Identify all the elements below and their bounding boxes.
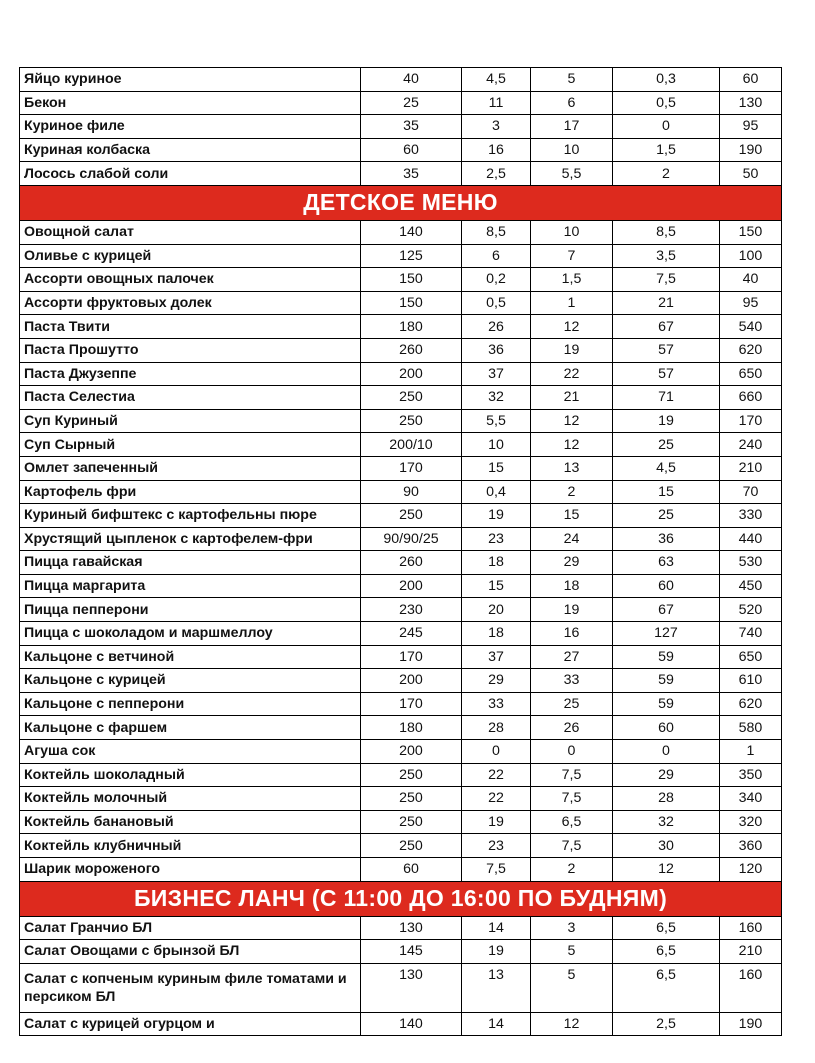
calories: 50 [720, 162, 782, 186]
table-row [20, 456, 782, 480]
carbs: 36 [613, 527, 720, 551]
dish-name: Пицца пепперони [20, 598, 361, 622]
protein: 26 [462, 315, 531, 339]
fat: 5 [531, 963, 613, 1012]
carbs: 28 [613, 787, 720, 811]
carbs: 59 [613, 692, 720, 716]
fat: 15 [531, 504, 613, 528]
dish-name: Коктейль клубничный [20, 834, 361, 858]
portion-weight: 200 [361, 669, 462, 693]
carbs: 0,3 [613, 68, 720, 92]
protein: 11 [462, 91, 531, 115]
protein: 15 [462, 456, 531, 480]
fat: 12 [531, 1012, 613, 1036]
fat: 5 [531, 68, 613, 92]
dish-name: Куриный бифштекс с картофельны пюре [20, 504, 361, 528]
carbs: 67 [613, 598, 720, 622]
calories: 620 [720, 338, 782, 362]
dish-name: Куриная колбаска [20, 138, 361, 162]
dish-name: Омлет запеченный [20, 456, 361, 480]
portion-weight: 170 [361, 645, 462, 669]
calories: 190 [720, 138, 782, 162]
carbs: 6,5 [613, 963, 720, 1012]
calories: 580 [720, 716, 782, 740]
dish-name: Ассорти фруктовых долек [20, 291, 361, 315]
fat: 5,5 [531, 162, 613, 186]
carbs: 8,5 [613, 220, 720, 244]
dish-name: Куриное филе [20, 115, 361, 139]
portion-weight: 140 [361, 1012, 462, 1036]
carbs: 15 [613, 480, 720, 504]
carbs: 57 [613, 362, 720, 386]
protein: 18 [462, 551, 531, 575]
dish-name: Паста Прошутто [20, 338, 361, 362]
calories: 210 [720, 940, 782, 964]
protein: 36 [462, 338, 531, 362]
carbs: 0 [613, 115, 720, 139]
carbs: 6,5 [613, 916, 720, 940]
calories: 530 [720, 551, 782, 575]
table-row [20, 551, 782, 575]
table-row [20, 409, 782, 433]
fat: 7,5 [531, 834, 613, 858]
table-row [20, 763, 782, 787]
portion-weight: 250 [361, 834, 462, 858]
dish-name: Суп Куриный [20, 409, 361, 433]
calories: 650 [720, 645, 782, 669]
carbs: 25 [613, 433, 720, 457]
portion-weight: 250 [361, 810, 462, 834]
carbs: 1,5 [613, 138, 720, 162]
portion-weight: 60 [361, 858, 462, 882]
portion-weight: 130 [361, 963, 462, 1012]
protein: 19 [462, 504, 531, 528]
table-row [20, 622, 782, 646]
dish-name: Яйцо куриное [20, 68, 361, 92]
dish-name: Салат с копченым куриным филе томатами и персиком БЛ [20, 963, 361, 1012]
table-row [20, 480, 782, 504]
fat: 7,5 [531, 763, 613, 787]
table-row [20, 386, 782, 410]
portion-weight: 260 [361, 338, 462, 362]
table-row [20, 91, 782, 115]
calories: 350 [720, 763, 782, 787]
protein: 16 [462, 138, 531, 162]
carbs: 57 [613, 338, 720, 362]
table-row [20, 138, 782, 162]
portion-weight: 130 [361, 916, 462, 940]
fat: 3 [531, 916, 613, 940]
protein: 6 [462, 244, 531, 268]
fat: 5 [531, 940, 613, 964]
calories: 130 [720, 91, 782, 115]
portion-weight: 230 [361, 598, 462, 622]
carbs: 2 [613, 162, 720, 186]
portion-weight: 40 [361, 68, 462, 92]
protein: 14 [462, 916, 531, 940]
table-row [20, 315, 782, 339]
carbs: 30 [613, 834, 720, 858]
carbs: 2,5 [613, 1012, 720, 1036]
calories: 360 [720, 834, 782, 858]
dish-name: Паста Селестиа [20, 386, 361, 410]
fat: 0 [531, 740, 613, 764]
calories: 520 [720, 598, 782, 622]
protein: 19 [462, 810, 531, 834]
carbs: 60 [613, 716, 720, 740]
fat: 16 [531, 622, 613, 646]
portion-weight: 150 [361, 291, 462, 315]
section-header [20, 881, 782, 916]
portion-weight: 170 [361, 456, 462, 480]
protein: 32 [462, 386, 531, 410]
carbs: 127 [613, 622, 720, 646]
nutrition-table-body [20, 68, 782, 1036]
dish-name: Салат Овощами с брынзой БЛ [20, 940, 361, 964]
fat: 10 [531, 220, 613, 244]
fat: 26 [531, 716, 613, 740]
carbs: 0,5 [613, 91, 720, 115]
protein: 22 [462, 787, 531, 811]
dish-name: Картофель фри [20, 480, 361, 504]
calories: 160 [720, 916, 782, 940]
table-row [20, 1012, 782, 1036]
portion-weight: 200 [361, 574, 462, 598]
fat: 12 [531, 409, 613, 433]
portion-weight: 150 [361, 268, 462, 292]
fat: 29 [531, 551, 613, 575]
calories: 540 [720, 315, 782, 339]
dish-name: Коктейль молочный [20, 787, 361, 811]
dish-name: Салат с курицей огурцом и [20, 1012, 361, 1036]
protein: 4,5 [462, 68, 531, 92]
fat: 17 [531, 115, 613, 139]
table-row [20, 291, 782, 315]
fat: 1,5 [531, 268, 613, 292]
calories: 120 [720, 858, 782, 882]
calories: 60 [720, 68, 782, 92]
portion-weight: 180 [361, 716, 462, 740]
fat: 21 [531, 386, 613, 410]
protein: 37 [462, 645, 531, 669]
dish-name: Пицца гавайская [20, 551, 361, 575]
carbs: 63 [613, 551, 720, 575]
portion-weight: 200 [361, 362, 462, 386]
table-row [20, 740, 782, 764]
protein: 15 [462, 574, 531, 598]
carbs: 29 [613, 763, 720, 787]
protein: 18 [462, 622, 531, 646]
protein: 0,4 [462, 480, 531, 504]
fat: 6 [531, 91, 613, 115]
calories: 610 [720, 669, 782, 693]
protein: 3 [462, 115, 531, 139]
carbs: 3,5 [613, 244, 720, 268]
protein: 7,5 [462, 858, 531, 882]
protein: 5,5 [462, 409, 531, 433]
protein: 8,5 [462, 220, 531, 244]
table-row [20, 810, 782, 834]
portion-weight: 25 [361, 91, 462, 115]
fat: 25 [531, 692, 613, 716]
table-row [20, 598, 782, 622]
dish-name: Лосось слабой соли [20, 162, 361, 186]
table-row [20, 68, 782, 92]
dish-name: Оливье с курицей [20, 244, 361, 268]
fat: 24 [531, 527, 613, 551]
portion-weight: 35 [361, 115, 462, 139]
calories: 330 [720, 504, 782, 528]
dish-name: Паста Твити [20, 315, 361, 339]
table-row [20, 527, 782, 551]
dish-name: Хрустящий цыпленок с картофелем-фри [20, 527, 361, 551]
protein: 0,2 [462, 268, 531, 292]
portion-weight: 245 [361, 622, 462, 646]
dish-name: Агуша сок [20, 740, 361, 764]
protein: 10 [462, 433, 531, 457]
table-row [20, 963, 782, 1012]
carbs: 60 [613, 574, 720, 598]
protein: 33 [462, 692, 531, 716]
protein: 0,5 [462, 291, 531, 315]
table-row [20, 916, 782, 940]
dish-name: Салат Гранчио БЛ [20, 916, 361, 940]
fat: 22 [531, 362, 613, 386]
carbs: 71 [613, 386, 720, 410]
table-row [20, 220, 782, 244]
calories: 660 [720, 386, 782, 410]
portion-weight: 200 [361, 740, 462, 764]
fat: 10 [531, 138, 613, 162]
protein: 13 [462, 963, 531, 1012]
fat: 2 [531, 858, 613, 882]
calories: 150 [720, 220, 782, 244]
calories: 190 [720, 1012, 782, 1036]
fat: 7 [531, 244, 613, 268]
portion-weight: 145 [361, 940, 462, 964]
carbs: 67 [613, 315, 720, 339]
dish-name: Ассорти овощных палочек [20, 268, 361, 292]
protein: 23 [462, 527, 531, 551]
portion-weight: 60 [361, 138, 462, 162]
fat: 27 [531, 645, 613, 669]
table-row [20, 268, 782, 292]
dish-name: Бекон [20, 91, 361, 115]
table-row [20, 338, 782, 362]
calories: 440 [720, 527, 782, 551]
protein: 23 [462, 834, 531, 858]
calories: 240 [720, 433, 782, 457]
dish-name: Кальцоне с пепперони [20, 692, 361, 716]
calories: 95 [720, 115, 782, 139]
fat: 12 [531, 315, 613, 339]
dish-name: Кальцоне с ветчиной [20, 645, 361, 669]
carbs: 7,5 [613, 268, 720, 292]
calories: 450 [720, 574, 782, 598]
carbs: 12 [613, 858, 720, 882]
protein: 14 [462, 1012, 531, 1036]
protein: 20 [462, 598, 531, 622]
calories: 95 [720, 291, 782, 315]
fat: 1 [531, 291, 613, 315]
fat: 2 [531, 480, 613, 504]
portion-weight: 140 [361, 220, 462, 244]
portion-weight: 90 [361, 480, 462, 504]
table-row [20, 645, 782, 669]
table-row [20, 787, 782, 811]
calories: 70 [720, 480, 782, 504]
nutrition-table [19, 67, 782, 1036]
portion-weight: 90/90/25 [361, 527, 462, 551]
table-row [20, 574, 782, 598]
table-row [20, 669, 782, 693]
table-row [20, 244, 782, 268]
fat: 19 [531, 338, 613, 362]
protein: 19 [462, 940, 531, 964]
portion-weight: 170 [361, 692, 462, 716]
fat: 18 [531, 574, 613, 598]
portion-weight: 250 [361, 763, 462, 787]
portion-weight: 250 [361, 787, 462, 811]
protein: 28 [462, 716, 531, 740]
protein: 37 [462, 362, 531, 386]
dish-name: Овощной салат [20, 220, 361, 244]
dish-name: Суп Сырный [20, 433, 361, 457]
section-title: ДЕТСКОЕ МЕНЮ [20, 185, 782, 220]
portion-weight: 260 [361, 551, 462, 575]
portion-weight: 250 [361, 504, 462, 528]
table-row [20, 433, 782, 457]
calories: 160 [720, 963, 782, 1012]
dish-name: Кальцоне с курицей [20, 669, 361, 693]
table-row [20, 362, 782, 386]
carbs: 25 [613, 504, 720, 528]
calories: 620 [720, 692, 782, 716]
table-row [20, 834, 782, 858]
calories: 170 [720, 409, 782, 433]
protein: 2,5 [462, 162, 531, 186]
fat: 19 [531, 598, 613, 622]
section-header [20, 185, 782, 220]
portion-weight: 250 [361, 386, 462, 410]
table-row [20, 940, 782, 964]
table-row [20, 504, 782, 528]
calories: 210 [720, 456, 782, 480]
dish-name: Пицца маргарита [20, 574, 361, 598]
table-row [20, 692, 782, 716]
dish-name: Кальцоне с фаршем [20, 716, 361, 740]
calories: 100 [720, 244, 782, 268]
carbs: 19 [613, 409, 720, 433]
dish-name: Коктейль шоколадный [20, 763, 361, 787]
protein: 0 [462, 740, 531, 764]
dish-name: Коктейль банановый [20, 810, 361, 834]
calories: 40 [720, 268, 782, 292]
section-title: БИЗНЕС ЛАНЧ (С 11:00 ДО 16:00 ПО БУДНЯМ) [20, 881, 782, 916]
calories: 650 [720, 362, 782, 386]
table-row [20, 162, 782, 186]
carbs: 0 [613, 740, 720, 764]
table-row [20, 716, 782, 740]
calories: 320 [720, 810, 782, 834]
carbs: 59 [613, 645, 720, 669]
carbs: 32 [613, 810, 720, 834]
portion-weight: 250 [361, 409, 462, 433]
fat: 6,5 [531, 810, 613, 834]
table-row [20, 858, 782, 882]
calories: 340 [720, 787, 782, 811]
fat: 33 [531, 669, 613, 693]
carbs: 6,5 [613, 940, 720, 964]
carbs: 21 [613, 291, 720, 315]
portion-weight: 180 [361, 315, 462, 339]
portion-weight: 200/10 [361, 433, 462, 457]
protein: 22 [462, 763, 531, 787]
dish-name: Пицца с шоколадом и маршмеллоу [20, 622, 361, 646]
fat: 12 [531, 433, 613, 457]
carbs: 59 [613, 669, 720, 693]
dish-name: Шарик мороженого [20, 858, 361, 882]
calories: 1 [720, 740, 782, 764]
dish-name: Паста Джузеппе [20, 362, 361, 386]
portion-weight: 125 [361, 244, 462, 268]
carbs: 4,5 [613, 456, 720, 480]
fat: 7,5 [531, 787, 613, 811]
calories: 740 [720, 622, 782, 646]
protein: 29 [462, 669, 531, 693]
table-row [20, 115, 782, 139]
portion-weight: 35 [361, 162, 462, 186]
fat: 13 [531, 456, 613, 480]
